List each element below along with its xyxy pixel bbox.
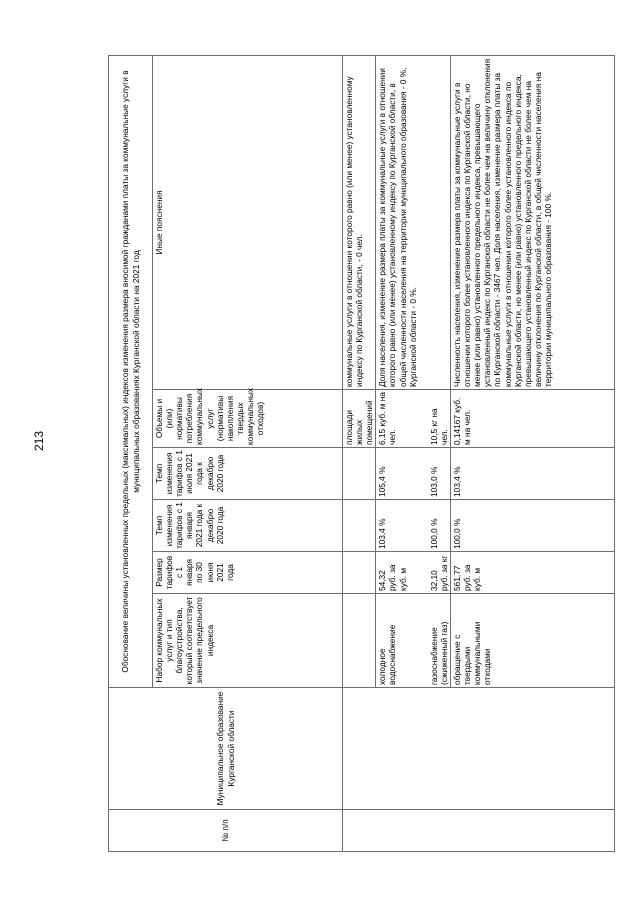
- header-services: Набор коммунальных услуг и тип благоустройства, который соответствует значение предельного индекса: [153, 594, 343, 688]
- cell-rate-jan: 100,0 %: [451, 500, 615, 552]
- table-row: [343, 56, 376, 852]
- cell-rate-jul: 105,4 %: [376, 448, 428, 500]
- cell-service: холодное водоснабжение: [376, 594, 428, 688]
- cell-num: [376, 810, 428, 852]
- cell-service: обращение с твердыми коммунальными отходами: [451, 594, 615, 688]
- header-rate-jan: Темп изменения тарифов с 1 января 2021 года к декабрю 2020 года: [153, 500, 343, 552]
- cell-tariff: 561,77 руб. за куб. м: [451, 552, 615, 594]
- cell-rate-jul: 103,0 %: [428, 448, 451, 500]
- header-num: № п/п: [109, 810, 343, 852]
- header-rate-jul: Темп изменения тарифов с 1 июля 2021 года к декабрю 2020 года: [153, 448, 343, 500]
- cell-rate-jul: [343, 448, 376, 500]
- cell-num: [343, 810, 376, 852]
- header-municipality: Муниципальное образование Курганской области: [109, 688, 343, 810]
- cell-volume: 6,15 куб. м на чел.: [376, 390, 428, 448]
- cell-municipality: [428, 688, 451, 810]
- rotated-table-page: [108, 56, 606, 852]
- page-number: 213: [32, 430, 46, 452]
- cell-tariff: 32,10 руб. за кг: [428, 552, 451, 594]
- table-row: [376, 56, 428, 852]
- cell-volume: 0,14167 куб. м на чел.: [451, 390, 615, 448]
- cell-num: [451, 810, 615, 852]
- table-title: Обоснование величины установленных предельных (максимальных) индексов изменения размера вносимой гражданами платы за коммунальные услуги в муниципальных образованиях Курганской области на 2021 год: [109, 56, 153, 688]
- header-tariff-size: Размер тарифов с 1 января по 30 июня 2021 года: [153, 552, 343, 594]
- cell-municipality: [451, 688, 615, 810]
- cell-rate-jan: [343, 500, 376, 552]
- cell-service: газоснабжение (сжиженный газ): [428, 594, 451, 688]
- cell-note: Численность населения, изменение размера платы за коммунальные услуги в отношении которого более установленного индекса по Курганской области, но менее (или равно) установленного предельного индекса, превышающего установленный индекс по Курганской области не более чем на величину отклонения по Курганской области - 3467 чел. Доля населения, изменение размера платы за коммунальные услуги в отношении которого более установленного индекса по Курганской области, но менее (или равно) установленного предельного индекса, превышающего установленный индекс по Курганской области не более чем на величину отклонения по Курганской области, в общей численности населения на территории муниципального образования - 100 %.: [451, 56, 615, 390]
- cell-rate-jan: 100,0 %: [428, 500, 451, 552]
- cell-note: коммунальные услуги в отношении которого равно (или менее) установленному индексу по Курганской области, - 0 чел.: [343, 56, 376, 390]
- cell-tariff: [343, 552, 376, 594]
- justification-table: [108, 55, 615, 852]
- cell-service: [343, 594, 376, 688]
- cell-rate-jan: 103,4 %: [376, 500, 428, 552]
- cell-note: Доля населения, изменение размера платы за коммунальные услуги в отношении которого равно (или менее) установленному индексу по Курганской области, в общей численности населения на территории муниципального образования - 0 %, Курганской области - 0 %.: [376, 56, 451, 390]
- cell-volume: площади жилых помещений: [343, 390, 376, 448]
- cell-municipality: [376, 688, 428, 810]
- cell-num: [428, 810, 451, 852]
- cell-rate-jul: 103,4 %: [451, 448, 615, 500]
- cell-volume: 10,5 кг на чел.: [428, 390, 451, 448]
- cell-tariff: 54,32 руб. за куб. м: [376, 552, 428, 594]
- cell-municipality: [343, 688, 376, 810]
- header-notes: Иные пояснения: [153, 56, 343, 390]
- table-row: [451, 56, 615, 852]
- header-volumes: Объемы и (или) нормативы потребления коммунальных услуг (нормативы накопления твердых коммунальных отходов): [153, 390, 343, 448]
